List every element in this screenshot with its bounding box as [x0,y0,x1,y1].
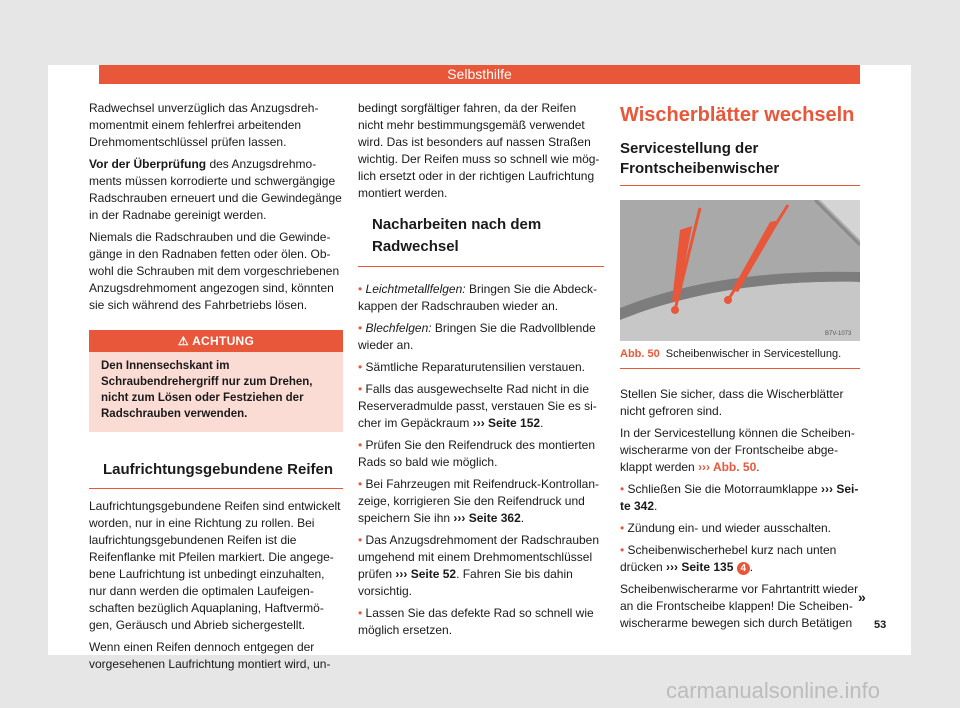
bullet-icon: • [358,606,366,620]
list-item-text: Bei Fahrzeugen mit Reifendruck-Kontrollanzeige, korrigieren Sie den Reifendruck und speichern Sie ihn [358,477,599,525]
paragraph [89,156,343,224]
list-item-text: Zündung ein- und wieder ausschalten. [627,521,832,535]
wiper-service-position-illustration [620,200,860,341]
page-reference-link[interactable]: ››› Seite 362 [453,511,521,525]
warning-title: ACHTUNG [192,334,255,348]
section-heading: Servicestellung der Frontscheibenwischer [620,139,860,186]
paragraph: Niemals die Radschrauben und die Gewindegänge in den Radnaben fetten oder ölen. Obwohl die Schrauben mit dem vorgeschriebenen Anzugsdrehmoment angezogen sind, könnten sie sich während des Fahrbetriebs lösen. [89,230,340,312]
paragraph: In der Servicestellung können die Scheibenwischerarme von der Frontscheibe abgeklappt werden ››› Abb. 50. [620,426,855,474]
list-item-text: Lassen Sie das defekte Rad so schnell wie möglich ersetzen. [358,606,594,637]
list-item: • Falls das ausgewechselte Rad nicht in die Reserveradmulde passt, verstauen Sie es sicher im Gepäckraum ››› Seite 152. [358,382,597,430]
bullet-icon: • [358,360,366,374]
warning-box [89,330,343,432]
page-reference-link[interactable]: ››› Seite 342 [620,482,859,513]
bullet-icon: • [358,321,366,335]
column-2 [358,100,604,644]
caption-text: Scheibenwischer in Servicestellung. [665,348,842,360]
column-1 [89,100,343,678]
page-reference-link[interactable]: ››› Seite 135 [666,560,734,574]
bullet-icon: • [620,543,628,557]
list-item-text: Bringen Sie die Abdeckkappen der Radschrauben wieder an. [358,282,598,313]
caption-label: Abb. 50 [620,348,660,360]
bullet-icon: • [358,382,366,396]
list-item-text: Prüfen Sie den Reifendruck des montierten Rads so bald wie möglich. [358,438,596,469]
bullet-icon: • [358,438,366,452]
list-item-text: Das Anzugsdrehmoment der Radschrauben umgehend mit einem Drehmomentschlüssel prüfen [358,533,600,581]
list-item-text: Schließen Sie die Motorraumklappe [627,482,818,496]
section-heading: Nacharbeiten nach dem Radwechsel [358,214,604,267]
watermark: carmanualsonline.info [666,678,881,703]
column-3 [620,100,860,637]
list-item-emphasis: Blechfelgen: [365,321,432,335]
page-reference-link[interactable]: ››› Seite 52 [395,567,457,581]
list-item: • Bei Fahrzeugen mit Reifendruck-Kontrollanzeige, korrigieren Sie den Reifendruck und speichern Sie ihn ››› Seite 362. [358,477,599,525]
warning-text: Den Innensechskant im Schraubendrehergriff nur zum Drehen, nicht zum Lösen oder Festziehen der Radschrauben verwenden. [101,360,313,420]
section-heading: Laufrichtungsgebundene Reifen [89,460,343,489]
list-item [358,320,604,354]
item-number-badge: 4 [737,562,750,575]
section-header: Selbsthilfe [99,65,860,84]
figure-reference-link[interactable]: ››› Abb. 50 [698,460,757,474]
chapter-title: Wischerblätter wechseln [620,104,855,126]
list-item [358,359,604,376]
paragraph: Radwechsel unverzüglich das Anzugsdrehmomentmit einem fehlerfrei arbeitenden Drehmomentschlüssel prüfen lassen. [89,101,319,149]
warning-icon: ⚠ [177,334,193,348]
bullet-icon: • [620,521,628,535]
bullet-icon: • [358,533,366,547]
list-item: • Scheibenwischerhebel kurz nach unten drücken ››› Seite 135 4 . [620,543,837,574]
bold-lead: Vor der Überprüfung [89,157,207,171]
bullet-icon: • [620,482,628,496]
list-item [358,532,604,600]
wiper-figure [620,200,860,341]
list-item-text: Sämtliche Reparaturutensilien verstauen. [365,360,585,374]
paragraph: bedingt sorgfältiger fahren, da der Reifen nicht mehr bestimmungsgemäß verwendet wird. Das ist besonders auf nassen Straßen wichtig. Der Reifen muss so schnell wie möglich ersetzt oder in der richtigen Laufrichtung montiert werden. [358,101,600,200]
list-item [620,520,860,537]
paragraph-text: In der Servicestellung können die Scheibenwischerarme von der Frontscheibe abgeklappt werden [620,426,855,474]
list-item-text: Bringen Sie die Radvollblende wieder an. [358,321,596,352]
bullet-icon: • [358,477,366,491]
continue-mark: » [858,589,866,605]
list-item-text: . Fahren Sie bis dahin vorsichtig. [358,567,573,598]
figure-caption [620,341,860,369]
paragraph-text: des Anzugsdrehmoments müssen korrodierte und schwergängige Radschrauben erneuert und die Gewindegänge in der Radnabe gereinigt werden. [89,157,342,222]
list-item: • Schließen Sie die Motorraumklappe ››› Seite 342. [620,482,859,513]
bullet-icon: • [358,282,366,296]
list-item-text: Falls das ausgewechselte Rad nicht in die Reserveradmulde passt, verstauen Sie es sicher im Gepäckraum [358,382,597,430]
list-item [358,437,604,471]
page-number: 53 [874,619,887,631]
list-item-text: Scheibenwischerhebel kurz nach unten drücken [620,543,837,574]
paragraph: Scheibenwischerarme vor Fahrtantritt wieder an die Frontscheibe klappen! Die Scheibenwischerarme bewegen sich durch Betätigen [620,582,859,630]
page-reference-link[interactable]: ››› Seite 152 [472,416,541,430]
list-item [358,605,604,639]
paragraph: Stellen Sie sicher, dass die Wischerblätter nicht gefroren sind. [620,387,844,418]
figure-code: B7V-1073 [825,331,852,337]
warning-header [89,330,343,352]
list-item-emphasis: Leichtmetallfelgen: [365,282,466,296]
paragraph: Laufrichtungsgebundene Reifen sind entwickelt worden, nur in eine Richtung zu rollen. Bei laufrichtungsgebundenen Reifen ist die Reifenflanke mit Pfeilen markiert. Die angegebene Laufrichtung ist unbedingt einzuhalten, nur dann werden die optimalen Laufeigenschaften bezüglich Aquaplaning, Haftvermögen, Geräusch und Abrieb sichergestellt. [89,499,341,632]
list-item [358,281,604,315]
paragraph: Wenn einen Reifen dennoch entgegen der vorgesehenen Laufrichtung montiert wird, un- [89,640,331,671]
